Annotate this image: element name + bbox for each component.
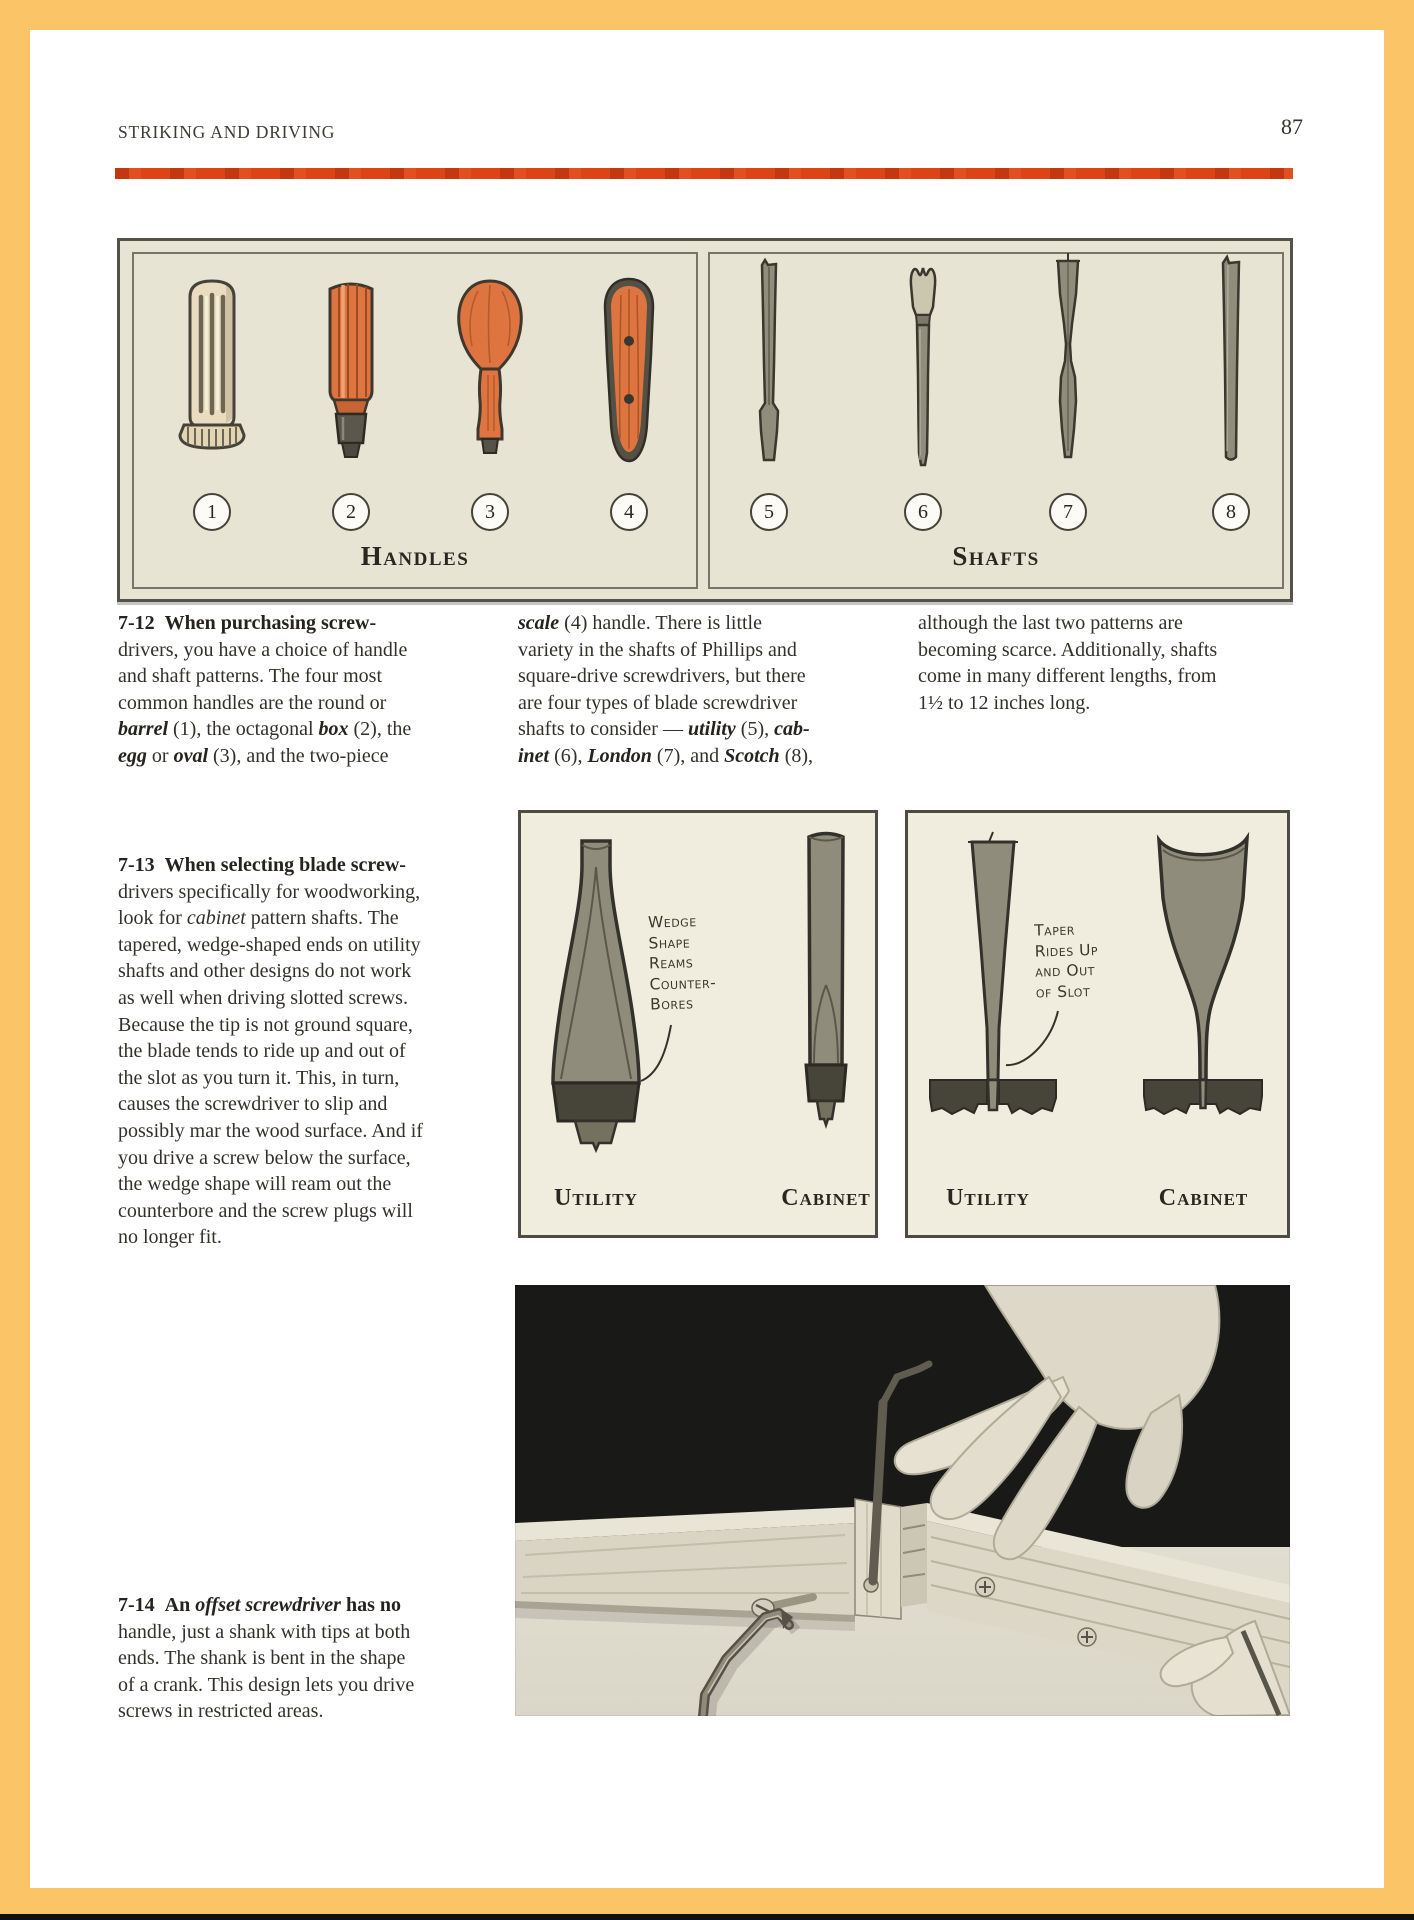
figure-key-circle bbox=[193, 493, 231, 531]
figure-7-12-box bbox=[117, 238, 1293, 602]
figure-key-number: 1 bbox=[207, 500, 217, 523]
figure-7-13-right-panel bbox=[905, 810, 1290, 1238]
figure-key-circle bbox=[610, 493, 648, 531]
figure-7-13-left-panel bbox=[518, 810, 878, 1238]
cabinet-label-left-panel: Cabinet bbox=[781, 1185, 871, 1211]
wedge-annotation: Wedge Shape Reams Counter- Bores bbox=[647, 912, 717, 1014]
scotch-shaft-drawing bbox=[1191, 251, 1271, 486]
caption-7-12-col1: 7-12 When purchasing screw- drivers, you have a choice of handle and shaft patterns. The four most common handles are the round or barrel (1), the octagonal box (2), the egg or oval (3), and the two-piece bbox=[118, 612, 412, 767]
caption-7-14: 7-14 An offset screwdriver has no handle, just a shank with tips at both ends. The shank is bent in the shape of a crank. This design lets you drive screws in restricted areas. bbox=[118, 1594, 415, 1723]
box-handle-drawing bbox=[291, 271, 411, 481]
shafts-panel-label: Shafts bbox=[952, 541, 1040, 571]
barrel-handle-drawing bbox=[152, 271, 272, 481]
utility-label-right-panel: Utility bbox=[946, 1185, 1030, 1211]
figure-key-number: 4 bbox=[624, 500, 634, 523]
cabinet-shaft-drawing bbox=[883, 255, 963, 490]
handles-panel-label: Handles bbox=[360, 541, 470, 571]
scan-edge-bar bbox=[0, 1914, 1414, 1920]
section-title: STRIKING AND DRIVING bbox=[118, 122, 336, 142]
figure-key-circle bbox=[1049, 493, 1087, 531]
figure-key-circle bbox=[1212, 493, 1250, 531]
leader-line bbox=[908, 813, 1293, 1241]
offset-screwdriver-photo bbox=[515, 1285, 1290, 1716]
utility-shaft-drawing bbox=[729, 255, 809, 490]
london-shaft-drawing bbox=[1028, 249, 1108, 484]
chapter-rule bbox=[115, 168, 1293, 179]
leader-line bbox=[521, 813, 881, 1241]
caption-7-13: 7-13 When selecting blade screw- drivers specifically for woodworking, look for cabinet pattern shafts. The tapered, wedge-shaped ends on utility shafts and other designs do not work as well when driving slotted screws. Because the tip is not ground square, the blade tends to ride up and out of the slot as you turn it. This, in turn, causes the screwdriver to slip and possibly mar the wood surface. And if you drive a screw below the surface, the wedge shape will ream out the counterbore and the screw plugs will no longer fit. bbox=[118, 854, 423, 1249]
figure-key-number: 2 bbox=[346, 500, 356, 523]
figure-key-number: 7 bbox=[1063, 500, 1073, 523]
caption-7-12-col3: although the last two patterns are becoming scarce. Additionally, shafts come in many different lengths, from 1½ to 12 inches long. bbox=[918, 612, 1218, 714]
figure-key-number: 8 bbox=[1226, 500, 1236, 523]
taper-annotation: Taper Rides Up and Out of Slot bbox=[1033, 920, 1099, 1002]
utility-label-left-panel: Utility bbox=[554, 1185, 638, 1211]
figure-key-number: 6 bbox=[918, 500, 928, 523]
figure-key-circle bbox=[750, 493, 788, 531]
figure-key-circle bbox=[904, 493, 942, 531]
scale-handle-drawing bbox=[569, 271, 689, 481]
figure-key-circle bbox=[332, 493, 370, 531]
page-number: 87 bbox=[1281, 114, 1303, 139]
figure-key-number: 3 bbox=[485, 500, 495, 523]
figure-key-circle bbox=[471, 493, 509, 531]
cabinet-label-right-panel: Cabinet bbox=[1158, 1185, 1249, 1211]
egg-handle-drawing bbox=[430, 271, 550, 481]
caption-7-12-col2: scale (4) handle. There is little variety in the shafts of Phillips and square-drive screwdrivers, but there are four types of blade screwdriver shafts to consider — utility (5), cab- inet (6), London (7), and Scotch (8), bbox=[518, 612, 814, 767]
figure-key-number: 5 bbox=[764, 500, 774, 523]
